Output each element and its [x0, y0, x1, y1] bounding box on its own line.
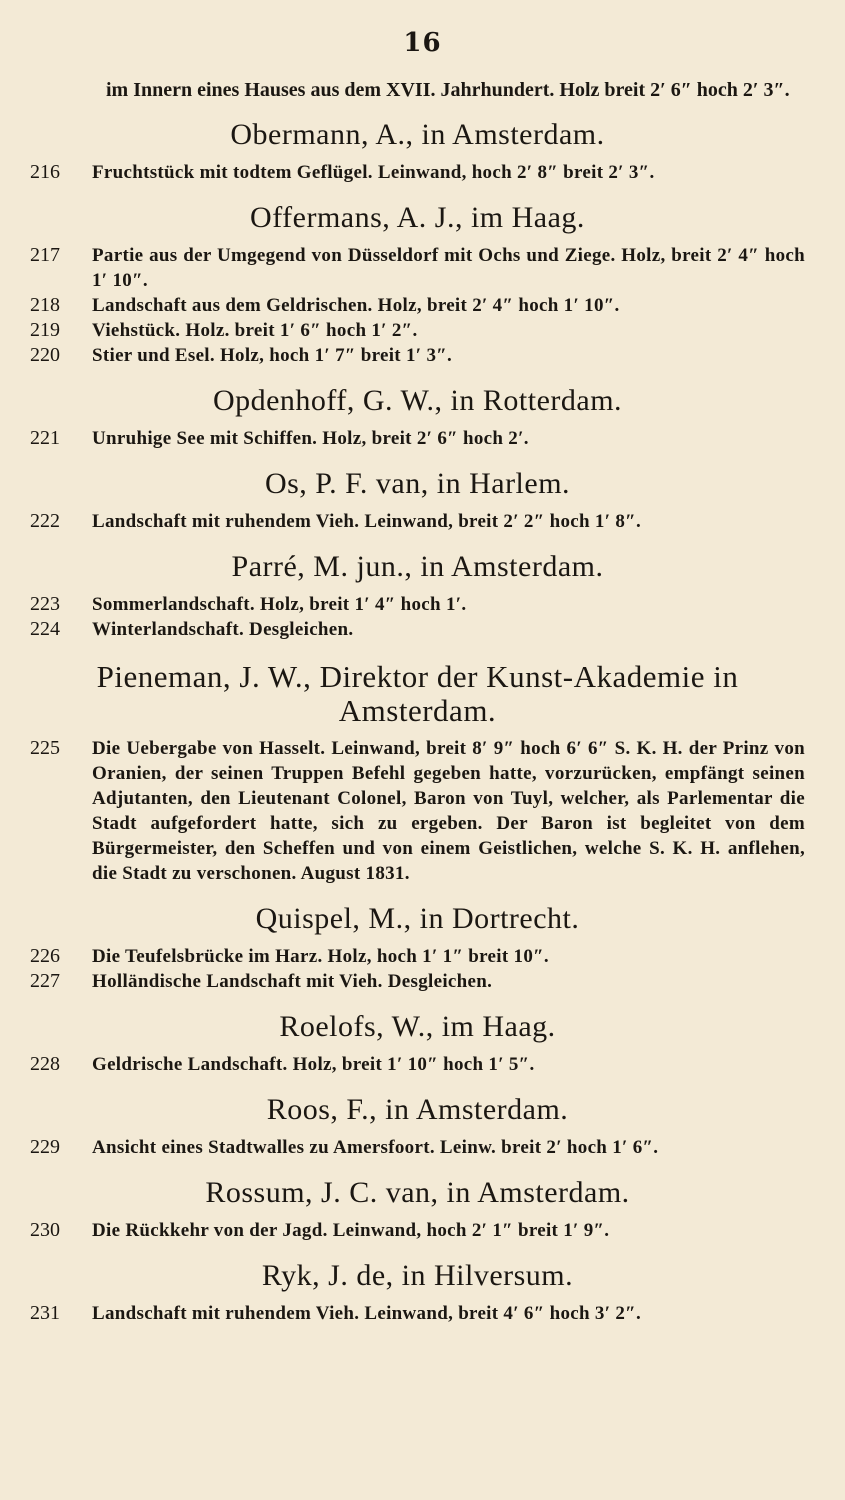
entry-number: 231	[30, 1302, 60, 1324]
catalogue-entry	[30, 293, 805, 318]
entry-description: Landschaft aus dem Geldrischen. Holz, breit 2′ 4″ hoch 1′ 10″.	[92, 295, 620, 316]
entry-description: Die Teufelsbrücke im Harz. Holz, hoch 1′ 1″ breit 10″.	[92, 946, 549, 967]
catalogue-entry	[30, 969, 805, 994]
entry-description: Landschaft mit ruhendem Vieh. Leinwand, breit 2′ 2″ hoch 1′ 8″.	[92, 511, 642, 532]
artist-heading: Pieneman, J. W., Direktor der Kunst-Akademie in Amsterdam.	[96, 659, 739, 728]
catalogue-entry	[30, 1218, 805, 1243]
artist-heading: Roos, F., in Amsterdam.	[266, 1093, 569, 1126]
entry-description: Die Uebergabe von Hasselt. Leinwand, breit 8′ 9″ hoch 6′ 6″ S. K. H. der Prinz von Oranien, der seinen Truppen Befehl gegeben hatte, vorzurücken, empfängt seinen Adjutanten, den Lieutenant Colonel, Baron von Tuyl, welcher, als Parlementar die Stadt aufgefordert hatte, sich zu ergeben. Der Baron ist begleitet von dem Bürgermeister, den Scheffen und von einem Geistlichen, welche S. K. H. anflehen, die Stadt zu verschonen. August 1831.	[92, 738, 805, 884]
entry-number: 227	[30, 970, 60, 992]
entry-description: Die Rückkehr von der Jagd. Leinwand, hoch 2′ 1″ breit 1′ 9″.	[92, 1220, 610, 1241]
catalogue-entry	[30, 509, 805, 534]
artist-heading: Parré, M. jun., in Amsterdam.	[231, 550, 604, 583]
catalogue-entry	[30, 617, 805, 642]
catalogue-sections	[30, 118, 805, 1326]
entry-description: Sommerlandschaft. Holz, breit 1′ 4″ hoch 1′.	[92, 594, 467, 615]
catalogue-entry	[30, 592, 805, 617]
entry-description: Ansicht eines Stadtwalles zu Amersfoort. Leinw. breit 2′ hoch 1′ 6″.	[92, 1137, 659, 1158]
entry-number: 222	[30, 510, 60, 532]
artist-heading: Obermann, A., in Amsterdam.	[230, 118, 605, 151]
artist-heading: Opdenhoff, G. W., in Rotterdam.	[212, 384, 623, 417]
entry-description: Holländische Landschaft mit Vieh. Desgleichen.	[92, 971, 493, 992]
entry-number: 221	[30, 427, 60, 449]
entry-number: 225	[30, 737, 60, 759]
catalogue-entry	[30, 736, 805, 886]
entry-number: 220	[30, 344, 60, 366]
entry-number: 224	[30, 618, 60, 640]
entry-number: 229	[30, 1136, 60, 1158]
artist-heading: Offermans, A. J., im Haag.	[250, 201, 585, 234]
entry-description: Viehstück. Holz. breit 1′ 6″ hoch 1′ 2″.	[92, 320, 418, 341]
page-number: 16	[403, 28, 442, 58]
entry-number: 219	[30, 319, 60, 341]
catalogue-entry	[30, 160, 805, 185]
entry-description: Winterlandschaft. Desgleichen.	[92, 619, 354, 640]
entry-description: Fruchtstück mit todtem Geflügel. Leinwand, hoch 2′ 8″ breit 2′ 3″.	[92, 162, 655, 183]
entry-number: 216	[30, 161, 60, 183]
catalogue-entry	[30, 426, 805, 451]
entry-description: Geldrische Landschaft. Holz, breit 1′ 10″ hoch 1′ 5″.	[92, 1054, 535, 1075]
entry-number: 226	[30, 945, 60, 967]
entry-description: Landschaft mit ruhendem Vieh. Leinwand, breit 4′ 6″ hoch 3′ 2″.	[92, 1303, 642, 1324]
entry-description: Unruhige See mit Schiffen. Holz, breit 2′ 6″ hoch 2′.	[92, 428, 529, 449]
artist-heading: Ryk, J. de, in Hilversum.	[261, 1259, 574, 1292]
catalogue-entry	[30, 1135, 805, 1160]
catalogue-entry	[30, 1301, 805, 1326]
artist-heading: Rossum, J. C. van, in Amsterdam.	[205, 1176, 630, 1209]
entry-number: 218	[30, 294, 60, 316]
catalogue-entry	[30, 318, 805, 343]
continuation-text: im Innern eines Hauses aus dem XVII. Jahrhundert. Holz breit 2′ 6″ hoch 2′ 3″.	[106, 79, 790, 101]
artist-heading: Roelofs, W., im Haag.	[279, 1010, 556, 1043]
catalogue-entry	[30, 343, 805, 368]
catalogue-entry	[30, 243, 805, 293]
entry-number: 217	[30, 244, 60, 266]
entry-number: 223	[30, 593, 60, 615]
entry-number: 230	[30, 1219, 60, 1241]
catalogue-entry	[30, 1052, 805, 1077]
entry-description: Partie aus der Umgegend von Düsseldorf mit Ochs und Ziege. Holz, breit 2′ 4″ hoch 1′ 10″.	[92, 245, 805, 291]
entry-number: 228	[30, 1053, 60, 1075]
entry-description: Stier und Esel. Holz, hoch 1′ 7″ breit 1′ 3″.	[92, 345, 453, 366]
artist-heading: Quispel, M., in Dortrecht.	[255, 902, 580, 935]
artist-heading: Os, P. F. van, in Harlem.	[264, 467, 571, 500]
catalogue-entry	[30, 944, 805, 969]
